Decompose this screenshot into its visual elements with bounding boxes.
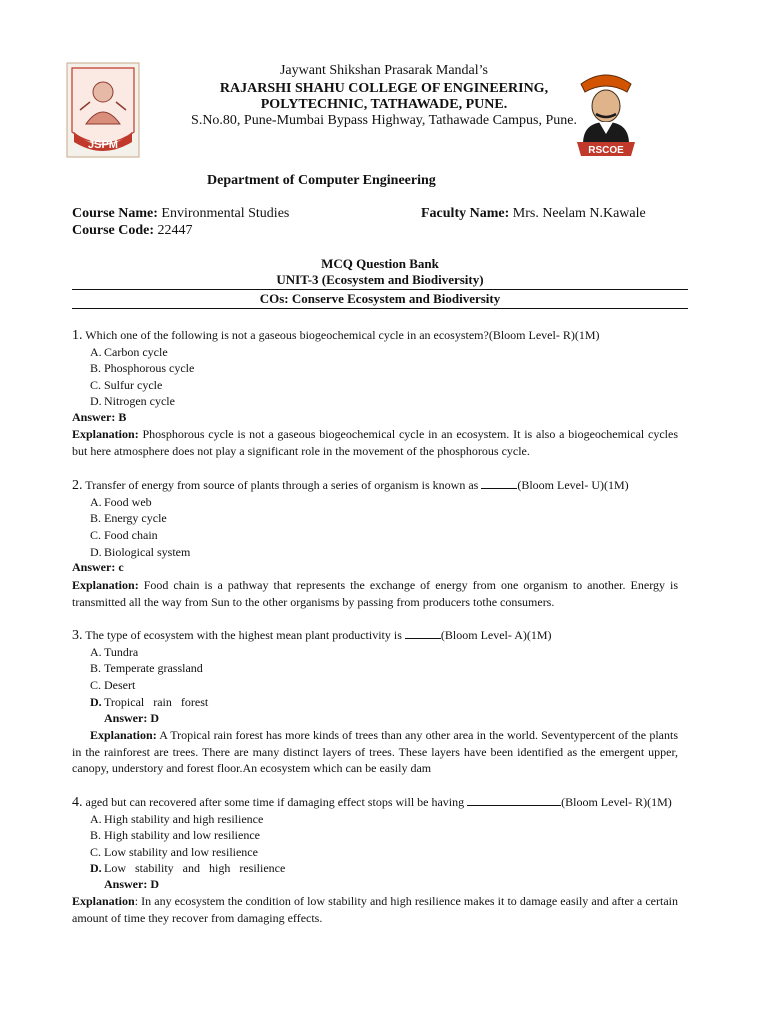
option-b: B. Phosphorous cycle [90, 361, 195, 375]
course-code [72, 223, 193, 239]
question-number: 4. [72, 795, 83, 810]
answer-blank [481, 478, 517, 489]
department-title: Department of Computer Engineering [207, 173, 436, 188]
option-c: C. Sulfur cycle [90, 378, 163, 392]
svg-text:JSPM: JSPM [88, 139, 118, 151]
question-text: aged but can recovered after some time if damaging effect stops will be having [85, 795, 465, 809]
course-code-label: Course Code: [72, 223, 155, 238]
question-2: 2. Transfer of energy from source of plants through a series of organism is known as (Bloom Level- U)(1M) [72, 478, 629, 493]
option-d: D. Tropical rain forest [90, 695, 209, 709]
question-1 [72, 327, 688, 345]
option-a: A. Food web [90, 495, 152, 509]
explanation: Explanation: Food chain is a pathway that represents the exchange of energy from one organism to another. Energy is transmitted all the way from Sun to the other organisms by passing from producers tothe consumers. [72, 578, 678, 609]
answer-blank [405, 628, 441, 639]
option-d: D. Low stability and high resilience [90, 861, 286, 875]
explanation: Explanation: Phosphorous cycle is not a gaseous biogeochemical cycle in an ecosystem. It is also a biogeochemical cycles but here atmosphere does not play a significant role in the movement of the phosphorous cycle. [72, 427, 679, 458]
question-4: 4. aged but can recovered after some time if damaging effect stops will be having (Bloom Level- R)(1M) [72, 795, 672, 810]
answer: Answer: D [104, 711, 159, 725]
option-c: C. Food chain [90, 528, 158, 542]
faculty-name-label: Faculty Name: [421, 206, 510, 221]
option-b: B. Energy cycle [90, 511, 167, 525]
answer: Answer: D [104, 877, 159, 891]
question-number: 1. [72, 328, 83, 343]
explanation: Explanation: A Tropical rain forest has more kinds of trees than any other area in the world. Seventypercent of the plants in the rainforest are trees. There are many distinct layers of trees. These layers have been identified as the emergent upper, canopy, understory and forest floor.An ecosystem which can be easily dam [72, 728, 678, 775]
explanation: Explanation: In any ecosystem the condition of low stability and high resilience makes it to damage easily and after a certain amount of time they recover from damaging effects. [72, 894, 678, 925]
college-name-line2: POLYTECHNIC, TATHAWADE, PUNE. [260, 97, 508, 112]
question-3: 3. The type of ecosystem with the highest mean plant productivity is (Bloom Level- A)(1M) [72, 628, 552, 643]
course-name-value: Environmental Studies [161, 206, 290, 221]
option-a: A. High stability and high resilience [90, 812, 264, 826]
society-name: Jaywant Shikshan Prasarak Mandal’s [279, 63, 489, 78]
course-code-value: 22447 [157, 223, 193, 238]
option-d: D. Biological system [90, 545, 191, 559]
faculty-name-value: Mrs. Neelam N.Kawale [512, 206, 646, 221]
course-name-label: Course Name: [72, 206, 158, 221]
question-text: Transfer of energy from source of plants through a series of organism is known as [85, 478, 479, 492]
course-name [72, 206, 289, 222]
option-b: B. High stability and low resilience [90, 828, 260, 842]
option-c: C. Desert [90, 678, 136, 692]
college-address: S.No.80, Pune-Mumbai Bypass Highway, Tathawade Campus, Pune. [191, 113, 577, 128]
college-name-line1: RAJARSHI SHAHU COLLEGE OF ENGINEERING, [219, 81, 549, 96]
question-number: 3. [72, 628, 83, 643]
question-text: The type of ecosystem with the highest mean plant productivity is [85, 628, 402, 642]
option-b: B. Temperate grassland [90, 661, 203, 675]
question-number: 2. [72, 478, 83, 493]
answer: Answer: c [72, 560, 124, 574]
cos-title: COs: Conserve Ecosystem and Biodiversity [259, 291, 501, 306]
answer: Answer: B [72, 410, 127, 424]
option-d: D. Nitrogen cycle [90, 394, 175, 408]
option-a: A. Tundra [90, 645, 139, 659]
option-a: A. Carbon cycle [90, 345, 168, 359]
option-c: C. Low stability and low resilience [90, 845, 258, 859]
bottom-rule [72, 308, 688, 309]
question-bank-title: MCQ Question Bank [321, 256, 439, 271]
question-text: Which one of the following is not a gaseous biogeochemical cycle in an ecosystem?(Bloom Level- R)(1M) [85, 328, 600, 342]
answer-blank [467, 795, 561, 806]
svg-text:RSCOE: RSCOE [588, 145, 624, 156]
top-rule [72, 289, 688, 290]
faculty-name [421, 206, 646, 222]
jspm-logo [66, 62, 140, 158]
unit-title: UNIT-3 (Ecosystem and Biodiversity) [276, 272, 484, 287]
